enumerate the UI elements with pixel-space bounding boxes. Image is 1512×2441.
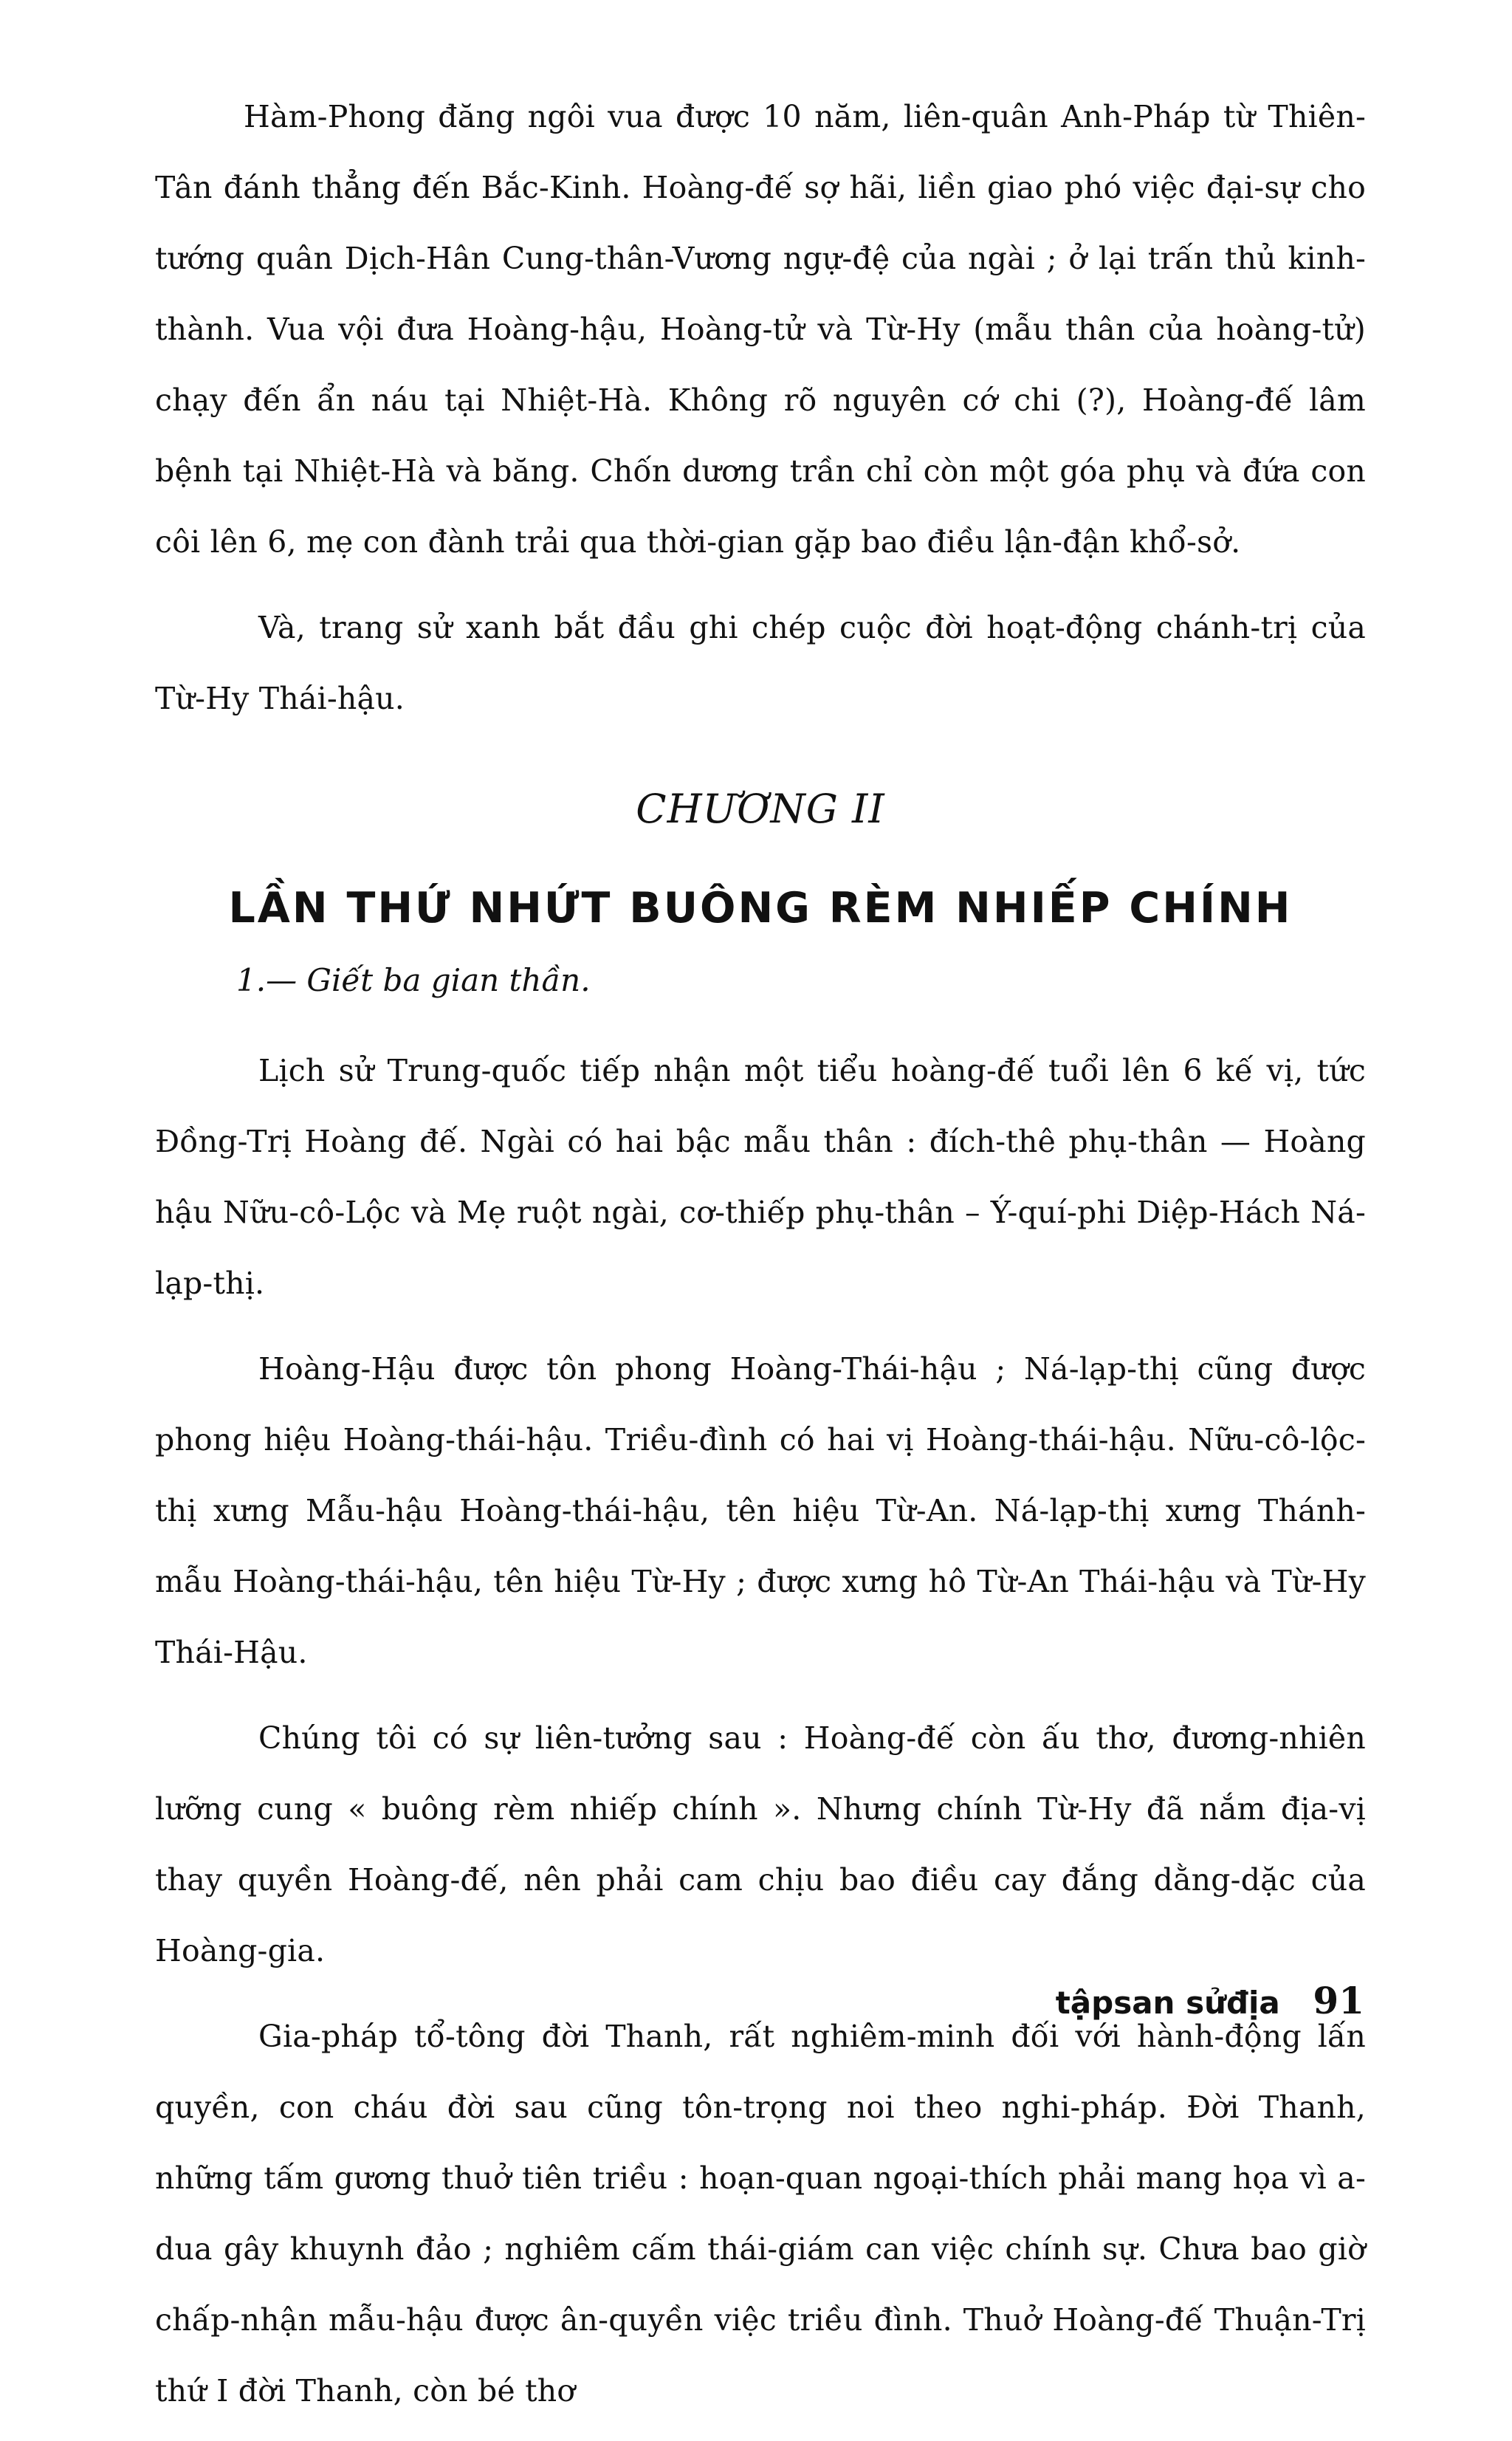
paragraph-3: Lịch sử Trung-quốc tiếp nhận một tiểu hoàng-đế tuổi lên 6 kế vị, tức Đồng-Trị Hoàng đế. Ngài có hai bậc mẫu thân : đích-thê phụ-thân — Hoàng hậu Nữu-cô-Lộc và Mẹ ruột ngài, cơ-thiếp phụ-thân – Ý-quí-phi Diệp-Hách Ná-lạp-thị. <box>155 1053 1366 1301</box>
paragraph-6: Gia-pháp tổ-tông đời Thanh, rất nghiêm-minh đối với hành-động lấn quyền, con cháu đời sau cũng tôn-trọng noi theo nghi-pháp. Đời Thanh, những tấm gương thuở tiên triều : hoạn-quan ngoại-thích phải mang họa vì a-dua gây khuynh đảo ; nghiêm cấm thái-giám can việc chính sự. Chưa bao giờ chấp-nhận mẫu-hậu được ân-quyền việc triều đình. Thuở Hoàng-đế Thuận-Trị thứ I đời Thanh, còn bé thơ <box>155 2019 1366 2409</box>
page-footer <box>1056 1979 1364 2022</box>
paragraph-5: Chúng tôi có sự liên-tưởng sau : Hoàng-đế còn ấu thơ, đương-nhiên lưỡng cung « buông rèm nhiếp chính ». Nhưng chính Từ-Hy đã nắm địa-vị thay quyền Hoàng-đế, nên phải cam chịu bao điều cay đắng dằng-dặc của Hoàng-gia. <box>155 1720 1366 1968</box>
paragraph-4: Hoàng-Hậu được tôn phong Hoàng-Thái-hậu ; Ná-lạp-thị cũng được phong hiệu Hoàng-thái-hậu. Triều-đình có hai vị Hoàng-thái-hậu. Nữu-cô-lộc-thị xưng Mẫu-hậu Hoàng-thái-hậu, tên hiệu Từ-An. Ná-lạp-thị xưng Thánh-mẫu Hoàng-thái-hậu, tên hiệu Từ-Hy ; được xưng hô Từ-An Thái-hậu và Từ-Hy Thái-Hậu. <box>155 1351 1366 1670</box>
document-page <box>155 81 1366 2441</box>
paragraph-1: Hàm-Phong đăng ngôi vua được 10 năm, liên-quân Anh-Pháp từ Thiên-Tân đánh thẳng đến Bắc-Kinh. Hoàng-đế sợ hãi, liền giao phó việc đại-sự cho tướng quân Dịch-Hân Cung-thân-Vương ngự-đệ của ngài ; ở lại trấn thủ kinh-thành. Vua vội đưa Hoàng-hậu, Hoàng-tử và Từ-Hy (mẫu thân của hoàng-tử) chạy đến ẩn náu tại Nhiệt-Hà. Không rõ nguyên cớ chi (?), Hoàng-đế lâm bệnh tại Nhiệt-Hà và băng. Chốn dương trần chỉ còn một góa phụ và đứa con côi lên 6, mẹ con đành trải qua thời-gian gặp bao điều lận-đận khổ-sở. <box>155 99 1366 560</box>
publication-name: tậpsan sửđịa <box>1055 1985 1280 2021</box>
chapter-label: CHƯƠNG II <box>636 786 885 832</box>
paragraph-2: Và, trang sử xanh bắt đầu ghi chép cuộc đời hoạt-động chánh-trị của Từ-Hy Thái-hậu. <box>155 610 1366 716</box>
chapter-title: LẦN THỨ NHỨT BUÔNG RÈM NHIẾP CHÍNH <box>228 884 1293 933</box>
page-number: 91 <box>1313 1979 1364 2022</box>
section-heading: 1.— Giết ba gian thần. <box>236 962 591 998</box>
